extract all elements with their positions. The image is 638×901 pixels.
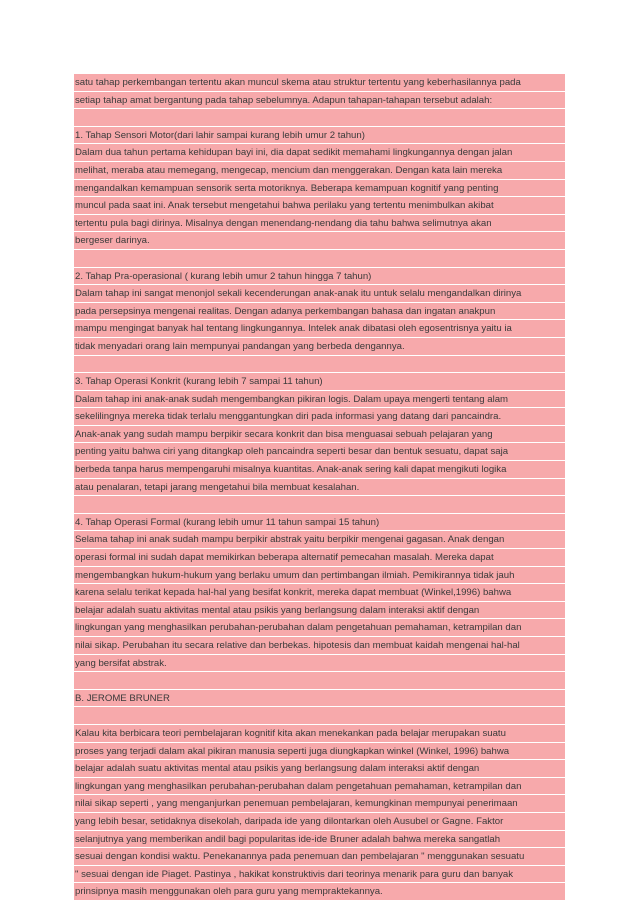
blank-line <box>74 250 565 268</box>
text-line: nilai sikap. Perubahan itu secara relative dan berbekas. hipotesis dan membuat kaidah mengenai hal-hal <box>74 637 565 655</box>
text-line: bergeser darinya. <box>74 232 565 250</box>
text-line: lingkungan yang menghasilkan perubahan-perubahan dalam pengetahuan pemahaman, ketrampilan dan <box>74 619 565 637</box>
text-line: pada persepsinya mengenai realitas. Dengan adanya perkembangan bahasa dan ingatan anakpun <box>74 303 565 321</box>
text-line: melihat, meraba atau memegang, mengecap, mencium dan menggerakan. Dengan kata lain mereka <box>74 162 565 180</box>
document-body <box>74 74 565 901</box>
text-line: 1. Tahap Sensori Motor(dari lahir sampai kurang lebih umur 2 tahun) <box>74 127 565 145</box>
text-line: satu tahap perkembangan tertentu akan muncul skema atau struktur tertentu yang keberhasilannya pada <box>74 74 565 92</box>
text-line: Selama tahap ini anak sudah mampu berpikir abstrak yaitu berpikir mengenai gagasan. Anak dengan <box>74 531 565 549</box>
text-line: Kalau kita berbicara teori pembelajaran kognitif kita akan menekankan pada belajar merupakan suatu <box>74 725 565 743</box>
text-line: " sesuai dengan ide Piaget. Pastinya , hakikat konstruktivis dari teorinya menarik para guru dan banyak <box>74 866 565 884</box>
text-line: 4. Tahap Operasi Formal (kurang lebih umur 11 tahun sampai 15 tahun) <box>74 514 565 532</box>
text-line: Dalam tahap ini sangat menonjol sekali kecenderungan anak-anak itu untuk selalu mengandalkan dirinya <box>74 285 565 303</box>
text-line: Dalam tahap ini anak-anak sudah mengembangkan pikiran logis. Dalam upaya mengerti tentang alam <box>74 391 565 409</box>
text-line: mampu mengingat banyak hal tentang lingkungannya. Intelek anak dibatasi oleh egosentrisnya yaitu ia <box>74 320 565 338</box>
text-line: yang bersifat abstrak. <box>74 655 565 673</box>
text-line: Anak-anak yang sudah mampu berpikir secara konkrit dan bisa menguasai sebuah pelajaran yang <box>74 426 565 444</box>
text-line: tertentu pula bagi dirinya. Misalnya dengan menendang-nendang dia tahu bahwa selimutnya akan <box>74 215 565 233</box>
text-line: setiap tahap amat bergantung pada tahap sebelumnya. Adapun tahapan-tahapan tersebut adalah: <box>74 92 565 110</box>
text-line: yang lebih besar, setidaknya disekolah, daripada ide yang dilontarkan oleh Ausubel or Gagne. Faktor <box>74 813 565 831</box>
text-line: B. JEROME BRUNER <box>74 690 565 708</box>
text-line: 3. Tahap Operasi Konkrit (kurang lebih 7 sampai 11 tahun) <box>74 373 565 391</box>
text-line: penting yaitu bahwa ciri yang ditangkap oleh pancaindra seperti besar dan bentuk sesuatu, dapat saja <box>74 443 565 461</box>
text-line: karena selalu terikat kepada hal-hal yang besifat konkrit, mereka dapat membuat (Winkel,1996) bahwa <box>74 584 565 602</box>
blank-line <box>74 672 565 690</box>
text-line: Dalam dua tahun pertama kehidupan bayi ini, dia dapat sedikit memahami lingkungannya dengan jalan <box>74 144 565 162</box>
text-line: berbeda tanpa harus mempengaruhi misalnya kuantitas. Anak-anak sering kali dapat mengikuti logika <box>74 461 565 479</box>
text-line: 2. Tahap Pra-operasional ( kurang lebih umur 2 tahun hingga 7 tahun) <box>74 268 565 286</box>
text-line: belajar adalah suatu aktivitas mental atau psikis yang berlangsung dalam interaksi aktif dengan <box>74 602 565 620</box>
text-line: belajar adalah suatu aktivitas mental atau psikis yang berlangsung dalam interaksi aktif dengan <box>74 760 565 778</box>
text-line: mengembangkan hukum-hukum yang berlaku umum dan pertimbangan ilmiah. Pemikirannya tidak jauh <box>74 567 565 585</box>
text-line: nilai sikap seperti , yang menganjurkan penemuan pembelajaran, kemungkinan mempunyai penerimaan <box>74 795 565 813</box>
text-line: mengandalkan kemampuan sensorik serta motoriknya. Beberapa kemampuan kognitif yang penting <box>74 180 565 198</box>
blank-line <box>74 496 565 514</box>
text-line: tidak menyadari orang lain mempunyai pandangan yang berbeda dengannya. <box>74 338 565 356</box>
text-line: sekelilingnya mereka tidak terlalu menggantungkan diri pada informasi yang datang dari pancaindra. <box>74 408 565 426</box>
blank-line <box>74 109 565 127</box>
blank-line <box>74 707 565 725</box>
text-line: operasi formal ini sudah dapat memikirkan beberapa alternatif pemecahan masalah. Mereka dapat <box>74 549 565 567</box>
text-line: proses yang terjadi dalam akal pikiran manusia seperti juga diungkapkan winkel (Winkel, 1996) bahwa <box>74 743 565 761</box>
text-line: prinsipnya masih menggunakan oleh para guru yang mempraktekannya. <box>74 883 565 901</box>
text-line: lingkungan yang menghasilkan perubahan-perubahan dalam pengetahuan pemahaman, ketrampilan dan <box>74 778 565 796</box>
text-line: sesuai dengan kondisi waktu. Penekanannya pada penemuan dan pembelajaran " menggunakan sesuatu <box>74 848 565 866</box>
blank-line <box>74 356 565 374</box>
text-line: muncul pada saat ini. Anak tersebut mengetahui bahwa perilaku yang tertentu menimbulkan akibat <box>74 197 565 215</box>
text-line: atau penalaran, tetapi jarang mengetahui bila membuat kesalahan. <box>74 479 565 497</box>
text-line: selanjutnya yang memberikan andil bagi popularitas ide-ide Bruner adalah bahwa mereka sangatlah <box>74 831 565 849</box>
